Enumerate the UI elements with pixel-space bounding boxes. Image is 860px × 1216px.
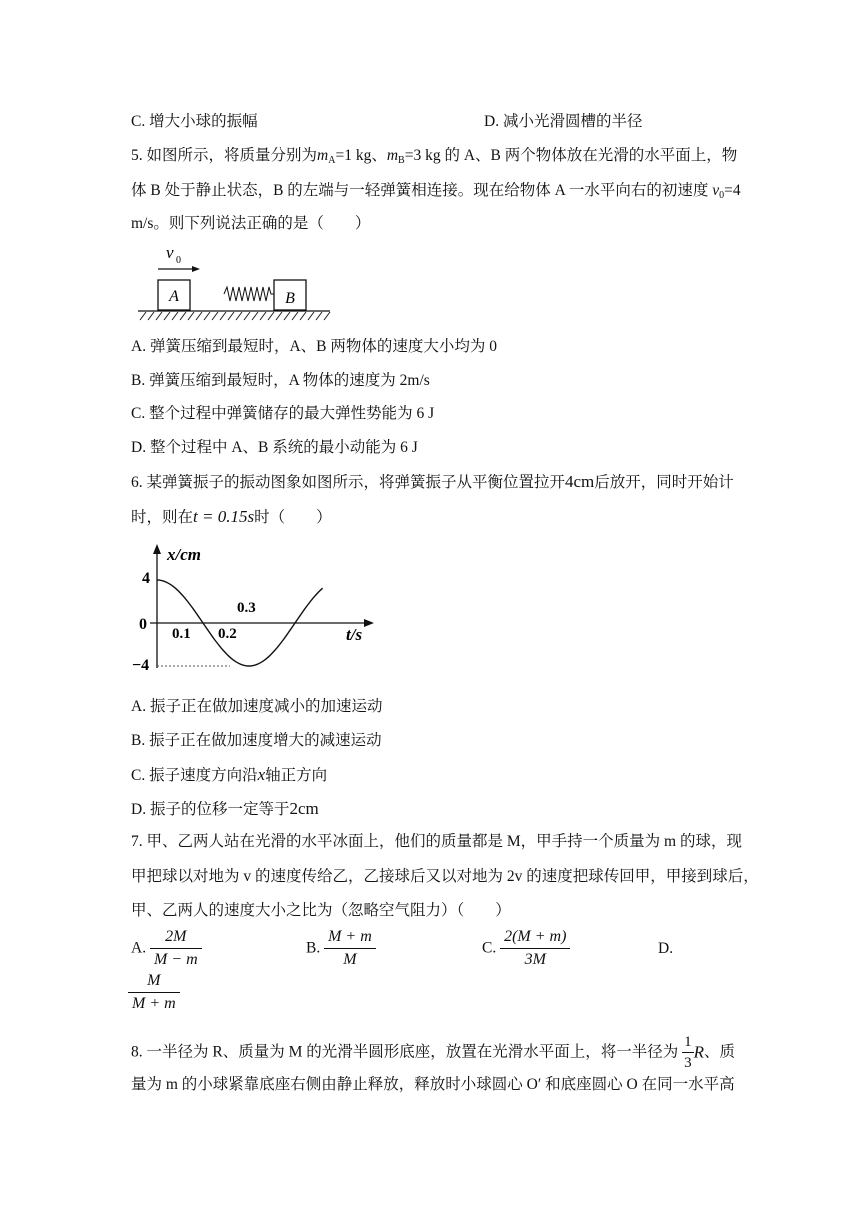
q7-option-c-numerator: 2(M + m)	[500, 928, 570, 949]
mass-b-value: =3 kg 的 A、B 两个物体放在光滑的水平面上，物	[404, 147, 738, 164]
chart-y-tick-neg4: −4	[132, 657, 150, 674]
v0-symbol: v	[712, 182, 720, 199]
chart-y-tick-4: 4	[142, 570, 150, 587]
q7-option-d-numerator: M	[128, 972, 180, 993]
chart-x-axis-label: t/s	[346, 625, 363, 644]
q6-option-c	[131, 765, 327, 786]
q8-stem-text-post: 、质	[704, 1043, 736, 1061]
chart-x-axis-arrow	[364, 619, 374, 627]
q6-stem-text: 6. 某弹簧振子的振动图象如图所示，将弹簧振子从平衡位置拉开	[131, 474, 566, 491]
q7-option-d-denominator: M + m	[132, 995, 176, 1012]
q8-radius-symbol: R	[693, 1042, 705, 1062]
mass-a-value: =1 kg、	[335, 147, 387, 164]
q6-distance: 4cm	[565, 472, 595, 491]
q6-stem-text-2: 时，则在	[131, 509, 194, 526]
chart-y-tick-0: 0	[139, 616, 147, 633]
q5-stem-line-1	[131, 146, 737, 171]
spring	[224, 287, 274, 301]
v0-value: =4	[724, 182, 741, 199]
q7-option-a-numerator: 2M	[150, 928, 202, 949]
q6-option-b: B. 振子正在做加速度增大的减速运动	[131, 732, 382, 749]
q7-stem-line-2: 甲把球以对地为 v 的速度传给乙，乙接球后又以对地为 2v 的速度把球传回甲，甲接到球后，	[131, 868, 759, 885]
chart-x-tick-03: 0.3	[237, 600, 256, 616]
v0-figure-letter: v	[166, 243, 174, 262]
q7-option-c-denominator: 3M	[524, 951, 546, 968]
q8-stem-line-1	[131, 1033, 735, 1072]
block-b-label: B	[285, 290, 295, 307]
q7-option-a-label: A.	[131, 939, 147, 957]
q7-option-b	[306, 928, 376, 969]
q4-option-c: C. 增大小球的振幅	[131, 113, 258, 130]
mass-a-symbol: m	[317, 147, 329, 164]
v0-subscript: 0	[719, 190, 725, 201]
q7-option-a	[131, 928, 202, 969]
q8-stem-line-2: 量为 m 的小球紧靠底座右侧由静止释放，释放时小球圆心 O′ 和底座圆心 O 在同一水平高	[131, 1076, 735, 1093]
q5-option-a: A. 弹簧压缩到最短时，A、B 两物体的速度大小均为 0	[131, 338, 497, 355]
q7-option-b-fraction	[324, 928, 376, 969]
q7-option-b-denominator: M	[343, 951, 357, 968]
q6-option-d	[131, 799, 319, 820]
q5-stem-text-2: 体 B 处于静止状态，B 的左端与一轻弹簧相连接。现在给物体 A 一水平向右的初速度	[131, 182, 709, 199]
q6-stem-line-1	[131, 472, 734, 493]
chart-x-tick-02: 0.2	[218, 626, 237, 642]
v0-figure-subscript: 0	[176, 255, 181, 266]
q6-option-c-variable: x	[257, 765, 266, 784]
q5-option-d: D. 整个过程中 A、B 系统的最小动能为 6 J	[131, 439, 418, 456]
q6-option-d-value: 2cm	[289, 799, 319, 818]
q6-option-d-text: D. 振子的位移一定等于	[131, 801, 290, 818]
q8-fraction-denominator: 3	[684, 1055, 692, 1071]
q7-stem-line-1: 7. 甲、乙两人站在光滑的水平冰面上，他们的质量都是 M，甲手持一个质量为 m 的球，现	[131, 833, 742, 850]
velocity-arrowhead	[192, 266, 200, 272]
q7-option-c-fraction	[500, 928, 570, 969]
q7-stem-line-3: 甲、乙两人的速度大小之比为（忽略空气阻力）（ ）	[131, 902, 511, 919]
oscillation-chart	[128, 540, 378, 680]
q6-time-expression: t = 0.15s	[193, 507, 255, 526]
q7-option-d-label: D.	[658, 940, 674, 957]
block-a-label: A	[169, 288, 179, 305]
q5-stem-text: 5. 如图所示，将质量分别为	[131, 147, 318, 164]
q8-fraction-numerator: 1	[682, 1033, 694, 1053]
q7-option-a-fraction	[150, 928, 202, 969]
q6-option-a: A. 振子正在做加速度减小的加速运动	[131, 698, 383, 715]
q6-stem-text-post: 后放开，同时开始计	[594, 474, 734, 491]
q5-spring-figure	[130, 242, 340, 322]
q6-stem-line-2	[131, 507, 332, 528]
q7-option-b-numerator: M + m	[324, 928, 376, 949]
q6-stem-text-2-post: 时（ ）	[254, 509, 332, 526]
mass-a-subscript: A	[328, 155, 336, 166]
q5-stem-line-3: m/s。则下列说法正确的是（ ）	[131, 215, 371, 232]
q4-option-d: D. 减小光滑圆槽的半径	[484, 113, 643, 130]
q7-option-c-label: C.	[482, 939, 497, 957]
q7-option-d	[128, 972, 180, 1013]
mass-b-symbol: m	[386, 147, 399, 164]
q7-option-d-fraction	[128, 972, 180, 1013]
q7-option-b-label: B.	[306, 939, 321, 957]
q7-option-a-denominator: M − m	[153, 951, 198, 968]
q6-option-c-text: C. 振子速度方向沿	[131, 767, 258, 784]
chart-y-axis-arrow	[153, 544, 161, 554]
q6-option-c-post: 轴正方向	[265, 767, 328, 784]
q5-option-c: C. 整个过程中弹簧储存的最大弹性势能为 6 J	[131, 405, 435, 422]
q7-option-c	[482, 928, 570, 969]
ground-hatching	[140, 312, 330, 320]
chart-y-axis-label: x/cm	[167, 545, 201, 564]
q5-stem-line-2	[131, 181, 741, 206]
chart-x-tick-01: 0.1	[172, 626, 191, 642]
q5-option-b: B. 弹簧压缩到最短时，A 物体的速度为 2m/s	[131, 372, 430, 389]
q8-stem-text: 8. 一半径为 R、质量为 M 的光滑半圆形底座，放置在光滑水平面上，将一半径为	[131, 1043, 679, 1061]
q8-radius-fraction	[682, 1033, 694, 1072]
mass-b-subscript: B	[398, 155, 405, 166]
